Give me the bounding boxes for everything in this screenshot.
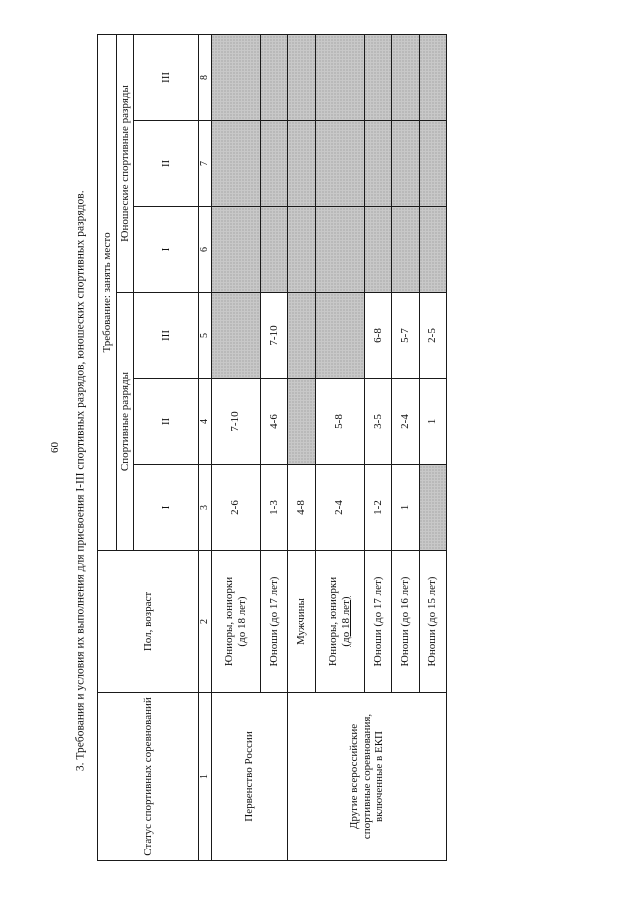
value-cell-empty bbox=[288, 293, 315, 379]
value-cell-empty bbox=[315, 34, 364, 120]
value-cell: 5-7 bbox=[392, 293, 419, 379]
value-cell-empty bbox=[419, 465, 446, 551]
header-rank-i: I bbox=[134, 465, 199, 551]
value-cell: 1-3 bbox=[260, 465, 287, 551]
value-cell-empty bbox=[211, 121, 260, 207]
value-cell-empty bbox=[419, 34, 446, 120]
value-cell-empty bbox=[260, 34, 287, 120]
value-cell-empty bbox=[211, 293, 260, 379]
column-number: 7 bbox=[199, 121, 212, 207]
value-cell-empty bbox=[211, 207, 260, 293]
header-youth-iii: III bbox=[134, 34, 199, 120]
value-cell-empty bbox=[288, 207, 315, 293]
gender-age-line: Юноши (до 17 лет) bbox=[267, 576, 280, 667]
status-cell: Первенство России bbox=[211, 693, 288, 861]
header-requirement: Требование: занять место bbox=[98, 34, 117, 550]
column-number: 4 bbox=[199, 379, 212, 465]
gender-age-line: Юниоры, юниорки bbox=[223, 576, 236, 667]
value-cell-empty bbox=[392, 121, 419, 207]
value-cell-empty bbox=[419, 121, 446, 207]
column-number-row bbox=[199, 34, 212, 860]
header-youth-ii: II bbox=[134, 121, 199, 207]
value-cell-empty bbox=[392, 34, 419, 120]
value-cell: 2-4 bbox=[315, 465, 364, 551]
table-row bbox=[288, 34, 315, 860]
value-cell: 1 bbox=[419, 379, 446, 465]
value-cell-empty bbox=[392, 207, 419, 293]
column-number: 1 bbox=[199, 693, 212, 861]
requirements-table-wrapper bbox=[97, 35, 447, 861]
value-cell: 1 bbox=[392, 465, 419, 551]
value-cell: 5-8 bbox=[315, 379, 364, 465]
column-number: 2 bbox=[199, 551, 212, 693]
gender-age-line: Юноши (до 16 лет) bbox=[399, 576, 412, 667]
status-cell: Другие всероссийские спортивные соревнования, включенные в ЕКП bbox=[288, 693, 447, 861]
header-rank-iii: III bbox=[134, 293, 199, 379]
value-cell: 3-5 bbox=[364, 379, 391, 465]
header-gender-age: Пол, возраст bbox=[98, 551, 199, 693]
value-cell-empty bbox=[315, 293, 364, 379]
value-cell: 7-10 bbox=[211, 379, 260, 465]
gender-age-line: (до 18 лет) bbox=[339, 596, 352, 647]
gender-age-line: Юноши (до 15 лет) bbox=[426, 576, 439, 667]
value-cell: 2-4 bbox=[392, 379, 419, 465]
requirements-table bbox=[97, 34, 447, 861]
value-cell-empty bbox=[211, 34, 260, 120]
gender-age-line: Юноши (до 17 лет) bbox=[371, 576, 384, 667]
value-cell: 2-6 bbox=[211, 465, 260, 551]
header-youth-ranks: Юношеские спортивные разряды bbox=[117, 34, 134, 292]
table-caption: 3. Требования и условия их выполнения для присвоения I-III спортивных разрядов, юношеских спортивных разрядов. bbox=[74, 190, 87, 772]
header-youth-i: I bbox=[134, 207, 199, 293]
value-cell: 6-8 bbox=[364, 293, 391, 379]
page-number: 60 bbox=[49, 442, 61, 453]
value-cell-empty bbox=[315, 121, 364, 207]
gender-age-line: Мужчины bbox=[295, 598, 308, 645]
column-number: 3 bbox=[199, 465, 212, 551]
gender-age-cell bbox=[211, 551, 260, 693]
value-cell: 4-6 bbox=[260, 379, 287, 465]
gender-age-cell bbox=[392, 551, 419, 693]
header-rank-ii: II bbox=[134, 379, 199, 465]
value-cell-empty bbox=[288, 121, 315, 207]
value-cell: 2-5 bbox=[419, 293, 446, 379]
header-sport-ranks: Спортивные разряды bbox=[117, 293, 134, 551]
column-number: 5 bbox=[199, 293, 212, 379]
gender-age-line: (до 18 лет) bbox=[235, 596, 248, 647]
value-cell-empty bbox=[364, 34, 391, 120]
gender-age-cell bbox=[315, 551, 364, 693]
value-cell: 4-8 bbox=[288, 465, 315, 551]
value-cell-empty bbox=[288, 379, 315, 465]
gender-age-cell bbox=[288, 551, 315, 693]
value-cell-empty bbox=[288, 34, 315, 120]
gender-age-cell bbox=[419, 551, 446, 693]
value-cell: 1-2 bbox=[364, 465, 391, 551]
value-cell-empty bbox=[419, 207, 446, 293]
value-cell-empty bbox=[260, 207, 287, 293]
gender-age-cell bbox=[364, 551, 391, 693]
header-status: Статус спортивных соревнований bbox=[98, 693, 199, 861]
value-cell-empty bbox=[364, 121, 391, 207]
value-cell-empty bbox=[364, 207, 391, 293]
column-number: 8 bbox=[199, 34, 212, 120]
gender-age-line: Юниоры, юниорки bbox=[327, 576, 340, 667]
table-row bbox=[211, 34, 260, 860]
value-cell: 7-10 bbox=[260, 293, 287, 379]
value-cell-empty bbox=[315, 207, 364, 293]
gender-age-cell bbox=[260, 551, 287, 693]
value-cell-empty bbox=[260, 121, 287, 207]
column-number: 6 bbox=[199, 207, 212, 293]
